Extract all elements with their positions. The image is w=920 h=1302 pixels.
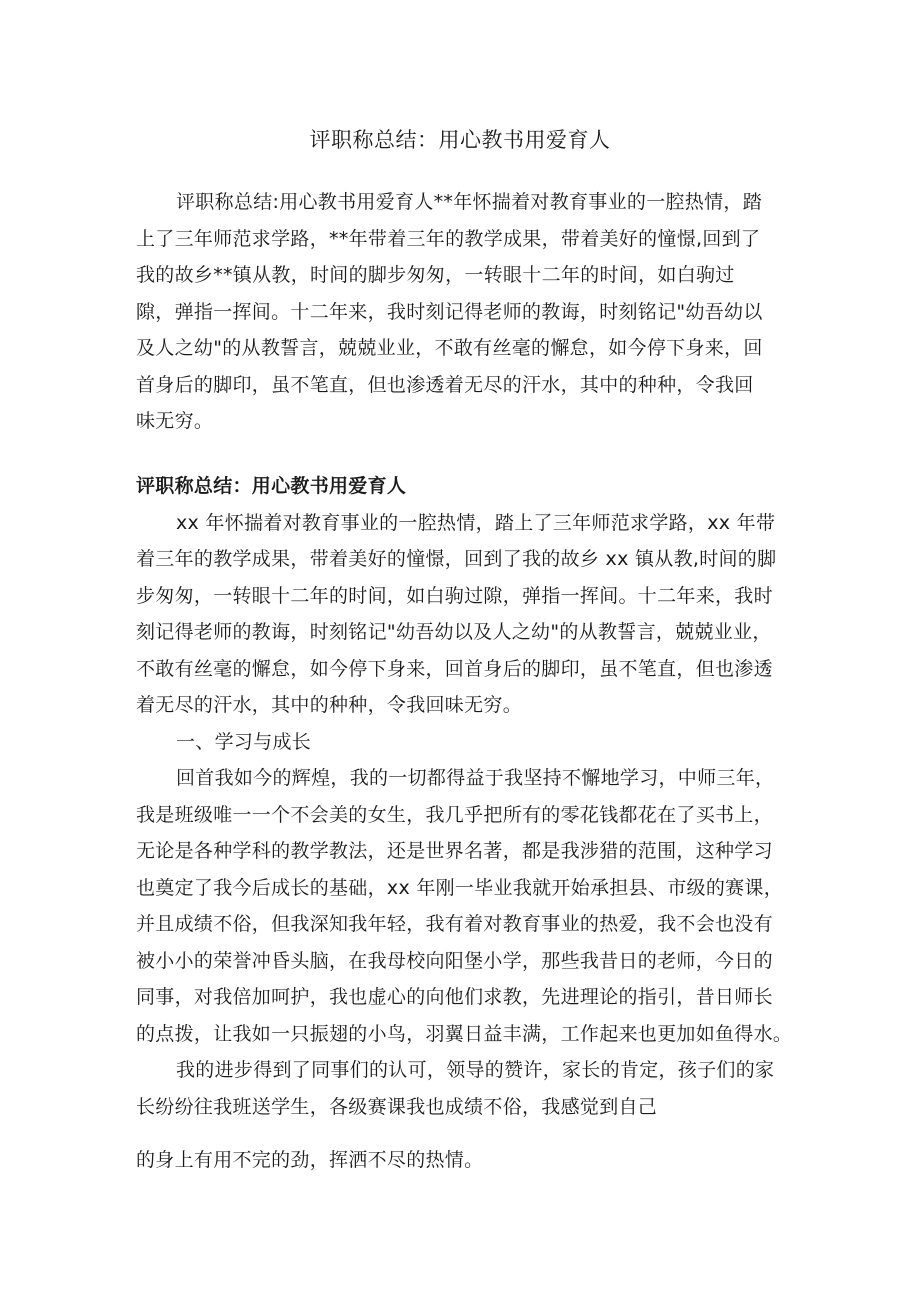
text-line: 着无尽的汗水，其中的种种，令我回味无穷。: [136, 694, 523, 716]
text-line: 隙，弹指一挥间。十二年来，我时刻记得老师的教诲，时刻铭记"幼吾幼以: [136, 300, 763, 323]
text-line: 着三年的教学成果，带着美好的憧憬，回到了我的故乡 xx 镇从教,时间的脚: [136, 548, 777, 570]
text-line: xx 年怀揣着对教育事业的一腔热情，踏上了三年师范求学路，xx 年带: [176, 511, 776, 534]
text-line: 也奠定了我今后成长的基础，xx 年刚一毕业我就开始承担县、市级的赛课，: [136, 876, 784, 899]
text-line: 不敢有丝毫的懈怠，如今停下身来，回首身后的脚印，虽不笔直，但也渗透: [136, 657, 773, 680]
subheading: 一、学习与成长: [176, 730, 312, 753]
section-heading: 评职称总结：用心教书用爱育人: [136, 475, 407, 497]
text-line: 的身上有用不完的劲，挥洒不尽的热情。: [136, 1149, 484, 1171]
document-title: 评职称总结：用心教书用爱育人: [309, 128, 611, 152]
text-line: 味无穷。: [136, 410, 214, 432]
text-line: 同事，对我倍加呵护，我也虚心的向他们求教，先进理论的指引，昔日师长: [136, 986, 773, 1008]
text-line: 上了三年师范求学路，**年带着三年的教学成果，带着美好的憧憬,回到了: [136, 227, 761, 250]
text-line: 被小小的荣誉冲昏头脑，在我母校向阳堡小学，那些我昔日的老师，今日的: [136, 949, 773, 972]
text-line: 首身后的脚印，虽不笔直，但也渗透着无尽的汗水，其中的种种，令我回: [136, 373, 754, 396]
text-line: 长纷纷往我班送学生，各级赛课我也成绩不俗，我感觉到自己: [136, 1095, 658, 1118]
text-line: 并且成绩不俗，但我深知我年轻，我有着对教育事业的热爱，我不会也没有: [136, 913, 773, 935]
text-line: 我的进步得到了同事们的认可，领导的赞许，家长的肯定，孩子们的家: [176, 1059, 775, 1081]
text-line: 回首我如今的辉煌，我的一切都得益于我坚持不懈地学习，中师三年，: [176, 767, 775, 789]
text-line: 无论是各种学科的教学教法，还是世界名著，都是我涉猎的范围，这种学习: [136, 840, 773, 862]
text-line: 及人之幼"的从教誓言，兢兢业业，不敢有丝毫的懈怠，如今停下身来，回: [136, 337, 763, 359]
paragraph-continuation: [136, 1142, 796, 1179]
text-line: 评职称总结:用心教书用爱育人**年怀揣着对教育事业的一腔热情，踏: [176, 191, 763, 213]
text-line: 刻记得老师的教诲，时刻铭记"幼吾幼以及人之幼"的从教誓言，兢兢业业，: [136, 621, 772, 643]
main-body: [136, 468, 796, 1125]
text-line: 的点拨，让我如一只振翅的小鸟，羽翼日益丰满，工作起来也更加如鱼得水。: [136, 1022, 793, 1045]
intro-paragraph: [136, 184, 796, 440]
text-line: 步匆匆，一转眼十二年的时间，如白驹过隙，弹指一挥间。十二年来，我时: [136, 584, 773, 607]
text-line: 我是班级唯一一个不会美的女生，我几乎把所有的零花钱都花在了买书上，: [136, 803, 773, 826]
text-line: 我的故乡**镇从教，时间的脚步匆匆，一转眼十二年的时间，如白驹过: [136, 264, 735, 286]
